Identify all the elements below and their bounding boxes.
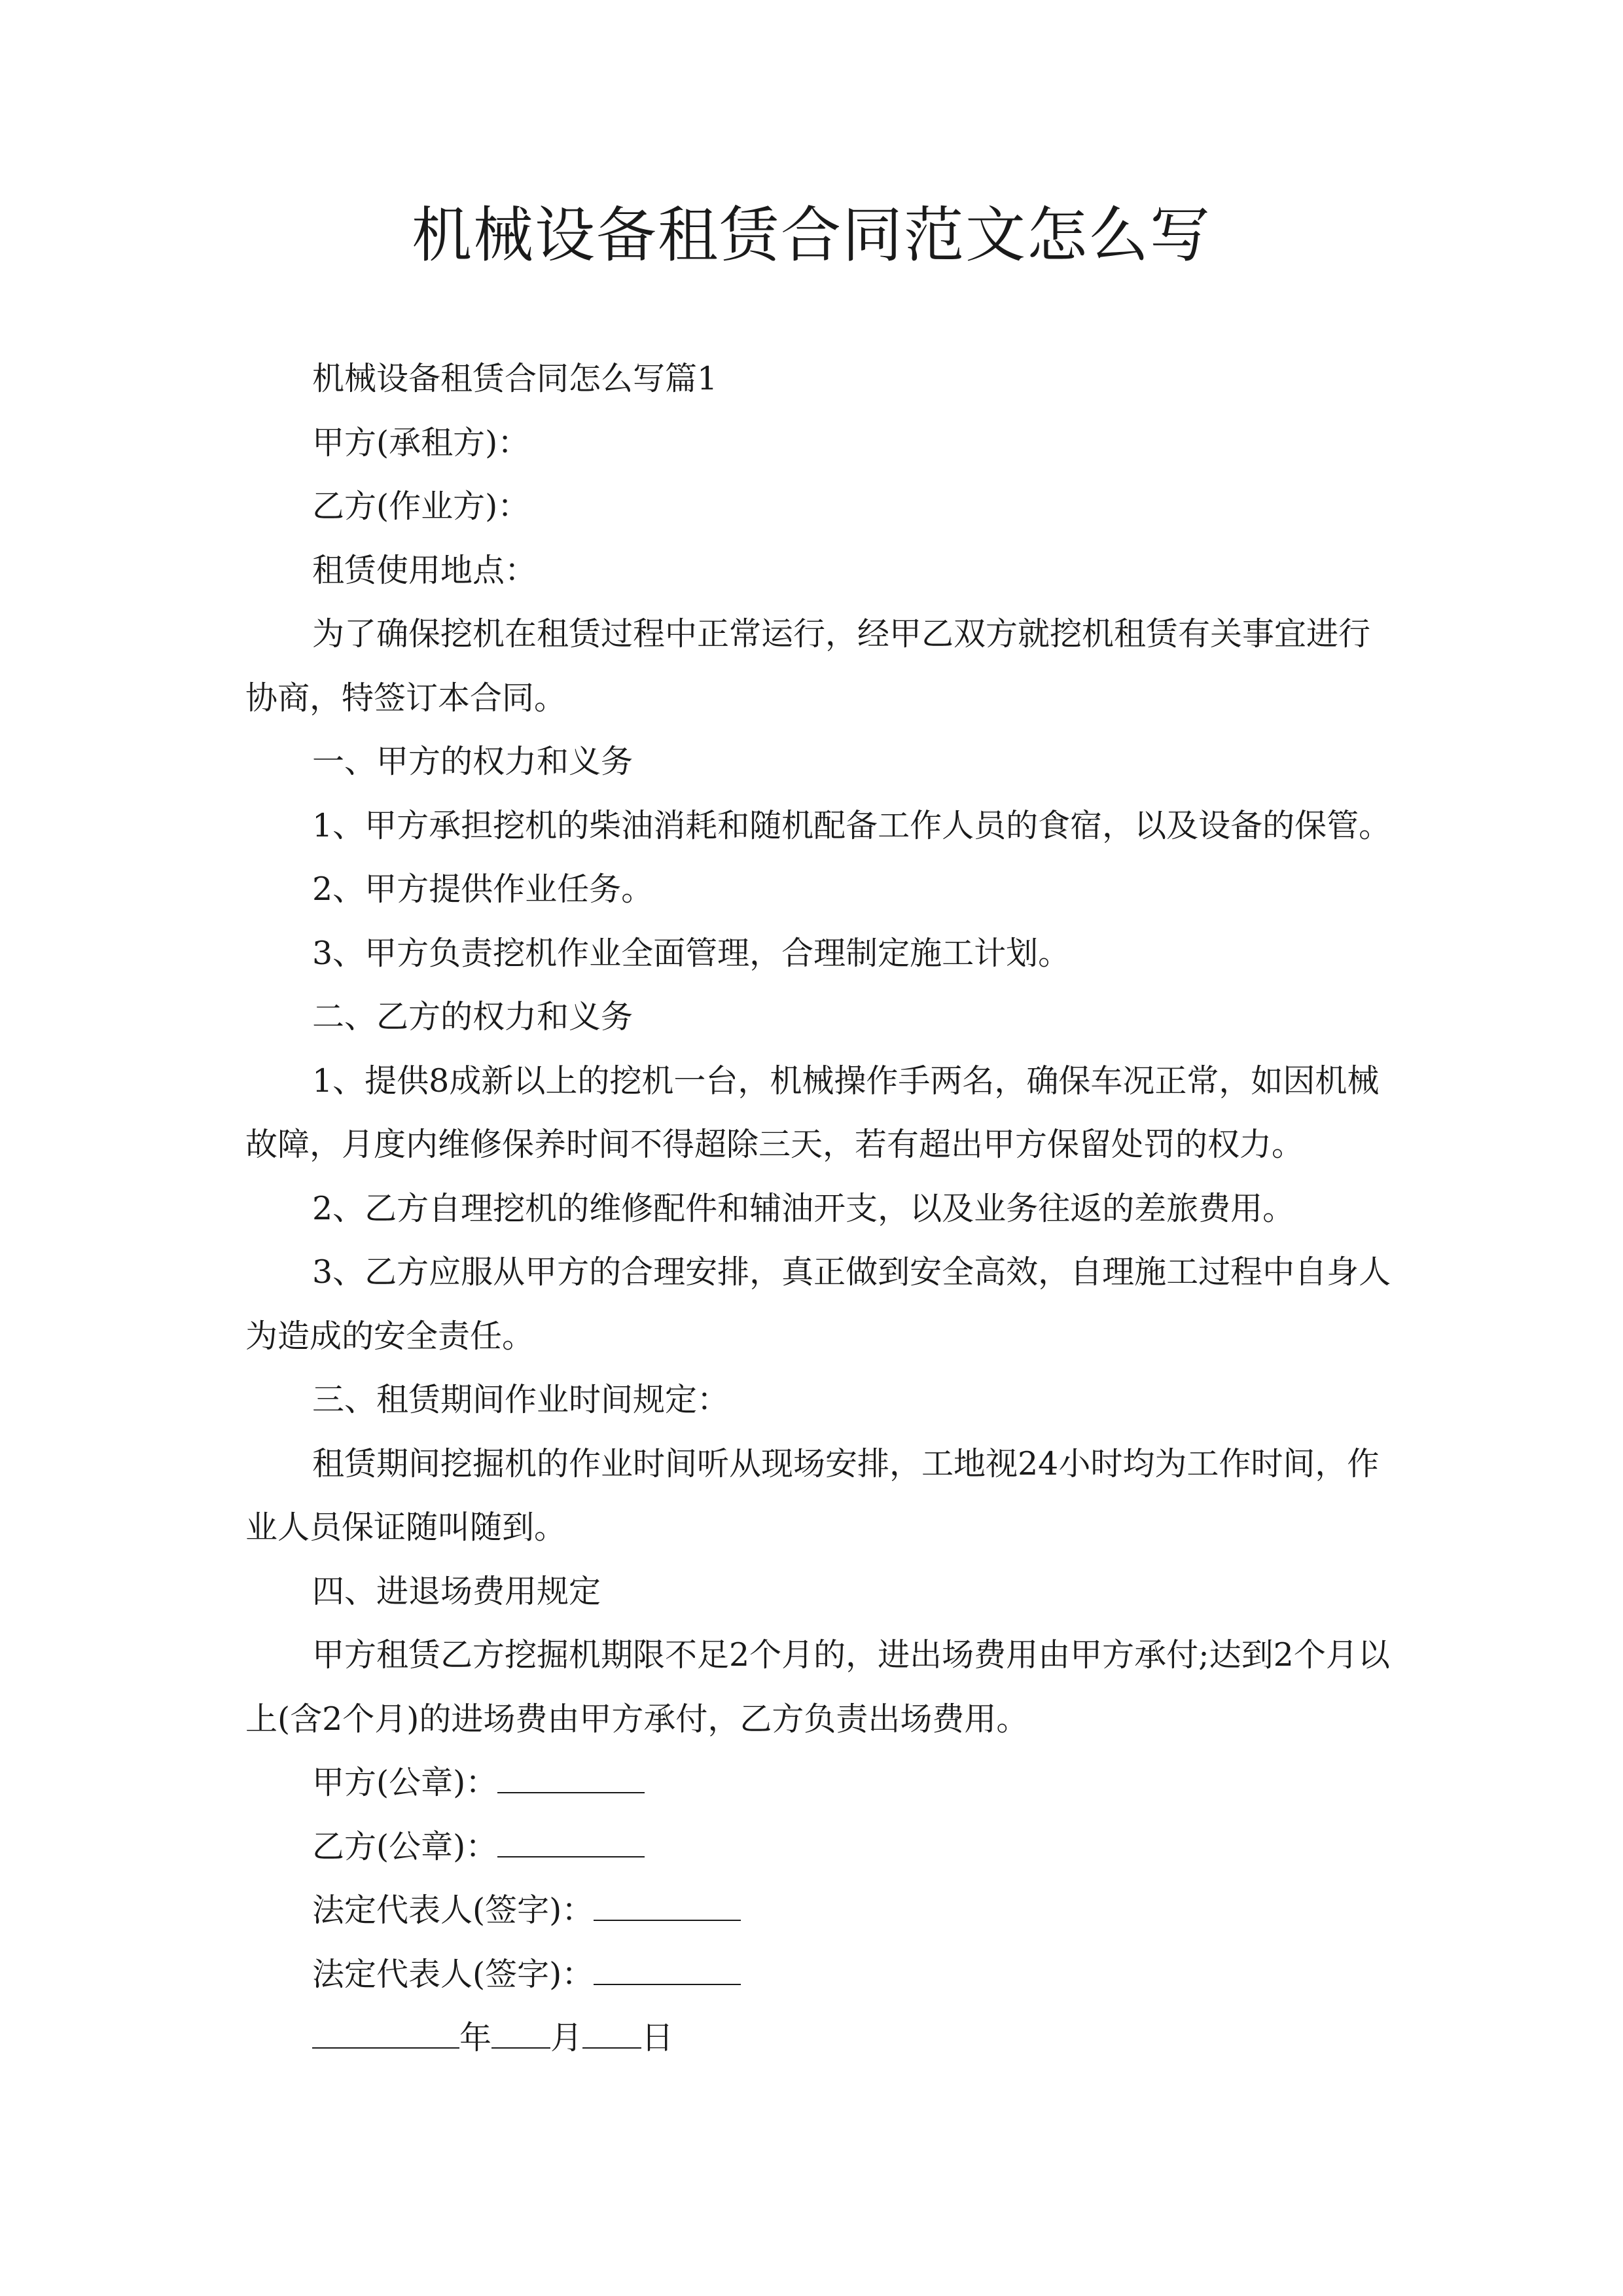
party-a-seal-line	[245, 1751, 1397, 1815]
document-title: 机械设备租赁合同范文怎么写	[411, 200, 1211, 270]
year-label: 年	[459, 2019, 492, 2056]
party-a-line: 甲方(承租方)：	[312, 423, 530, 461]
rep-2-blank	[594, 1954, 741, 1984]
party-b-seal-line	[245, 1815, 1397, 1879]
rep-1-line	[245, 1878, 1397, 1943]
clause-item: 租赁期间挖掘机的作业时间听从现场安排，工地视24小时均为工作时间，作业人员保证随叫随到。	[245, 1444, 1380, 1546]
preamble-paragraph: 为了确保挖机在租赁过程中正常运行，经甲乙双方就挖机租赁有关事宜进行协商，特签订本合同。	[245, 615, 1371, 717]
month-label: 月	[550, 2019, 583, 2056]
clause-item: 3、乙方应服从甲方的合理安排，真正做到安全高效，自理施工过程中自身人为造成的安全责任。	[245, 1253, 1391, 1355]
clause-item: 3、甲方负责挖机作业全面管理，合理制定施工计划。	[312, 934, 1071, 972]
document-body	[245, 347, 1397, 2070]
section-heading: 机械设备租赁合同怎么写篇1	[312, 360, 718, 397]
rep-2-label: 法定代表人(签字)：	[312, 1955, 594, 1993]
rep-1-label: 法定代表人(签字)：	[312, 1892, 594, 1929]
day-blank	[582, 2018, 641, 2049]
day-label: 日	[641, 2019, 674, 2056]
month-blank	[491, 2018, 550, 2049]
party-b-seal-label: 乙方(公章)：	[312, 1827, 498, 1865]
location-line: 租赁使用地点：	[312, 551, 537, 589]
clause-item: 1、甲方承担挖机的柴油消耗和随机配备工作人员的食宿，以及设备的保管。	[312, 806, 1391, 844]
clause-heading-2: 二、乙方的权力和义务	[312, 998, 633, 1035]
clause-heading-4: 四、进退场费用规定	[312, 1572, 601, 1610]
party-b-seal-blank	[497, 1827, 645, 1857]
rep-2-line	[245, 1943, 1397, 2007]
date-line	[245, 2006, 1397, 2070]
clause-item: 1、提供8成新以上的挖机一台，机械操作手两名，确保车况正常，如因机械故障，月度内维修保养时间不得超除三天，若有超出甲方保留处罚的权力。	[245, 1062, 1380, 1163]
rep-1-blank	[594, 1891, 741, 1921]
party-a-seal-blank	[497, 1763, 645, 1793]
party-a-seal-label: 甲方(公章)：	[312, 1764, 498, 1801]
clause-item: 2、乙方自理挖机的维修配件和辅油开支，以及业务往返的差旅费用。	[312, 1189, 1295, 1227]
year-blank	[312, 2018, 459, 2049]
clause-heading-3: 三、租赁期间作业时间规定：	[312, 1381, 730, 1418]
clause-item: 2、甲方提供作业任务。	[312, 870, 654, 908]
party-b-line: 乙方(作业方)：	[312, 488, 530, 525]
clause-item: 甲方租赁乙方挖掘机期限不足2个月的，进出场费用由甲方承付;达到2个月以上(含2个月)的进场费由甲方承付，乙方负责出场费用。	[245, 1636, 1390, 1738]
clause-heading-1: 一、甲方的权力和义务	[312, 743, 633, 780]
